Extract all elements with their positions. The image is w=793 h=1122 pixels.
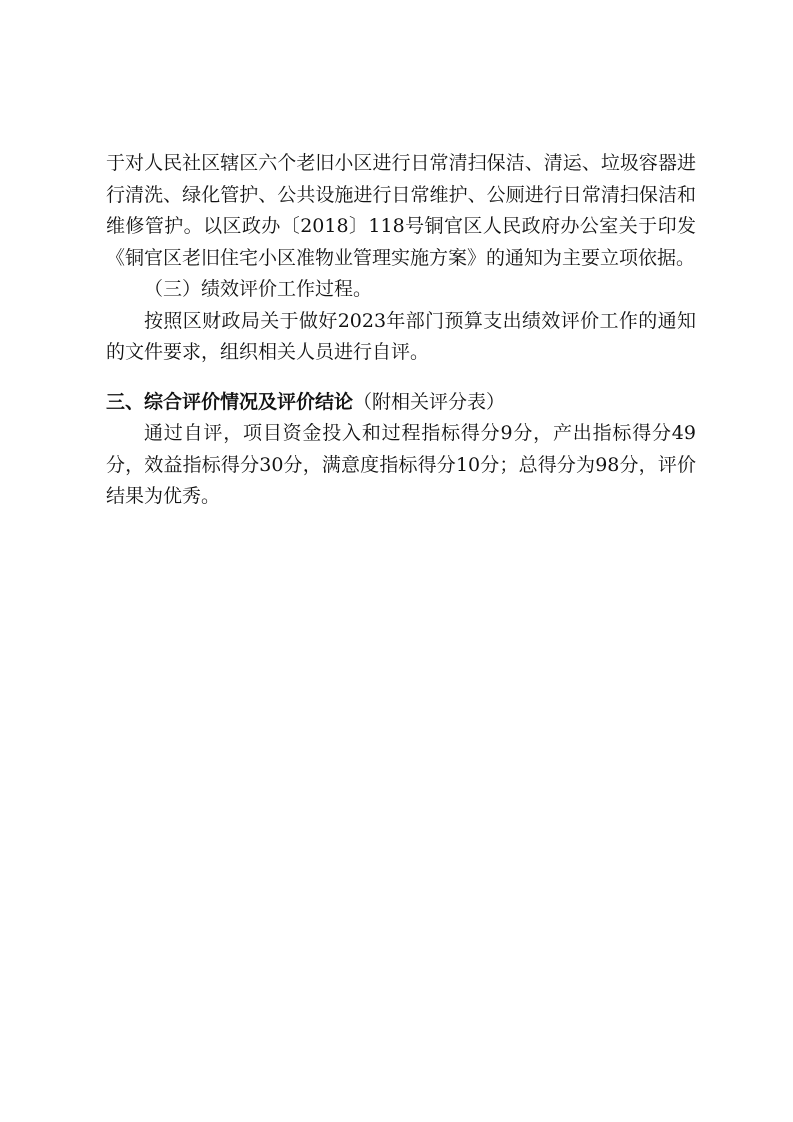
body-paragraph-evaluation-process: 按照区财政局关于做好2023年部门预算支出绩效评价工作的通知的文件要求，组织相关人员进行自评。 [106,309,696,363]
body-paragraph-project-basis: 于对人民社区辖区六个老旧小区进行日常清扫保洁、清运、垃圾容器进行清洗、绿化管护、公共设施进行日常维护、公厕进行日常清扫保洁和维修管护。以区政办〔2018〕118号铜官区人民政府办公室关于印发《铜官区老旧住宅小区准物业管理实施方案》的通知为主要立项依据。 [106,152,696,269]
section-heading-title: 三、综合评价情况及评价结论 [106,390,354,413]
body-paragraph-score-summary: 通过自评，项目资金投入和过程指标得分9分，产出指标得分49分，效益指标得分30分，满意度指标得分10分；总得分为98分，评价结果为优秀。 [106,422,696,507]
section-heading-note: （附相关评分表） [353,390,506,413]
document-body [106,148,696,513]
subheading-evaluation-process: （三）绩效评价工作过程。 [144,278,373,300]
section-heading-evaluation-conclusion [106,387,696,419]
